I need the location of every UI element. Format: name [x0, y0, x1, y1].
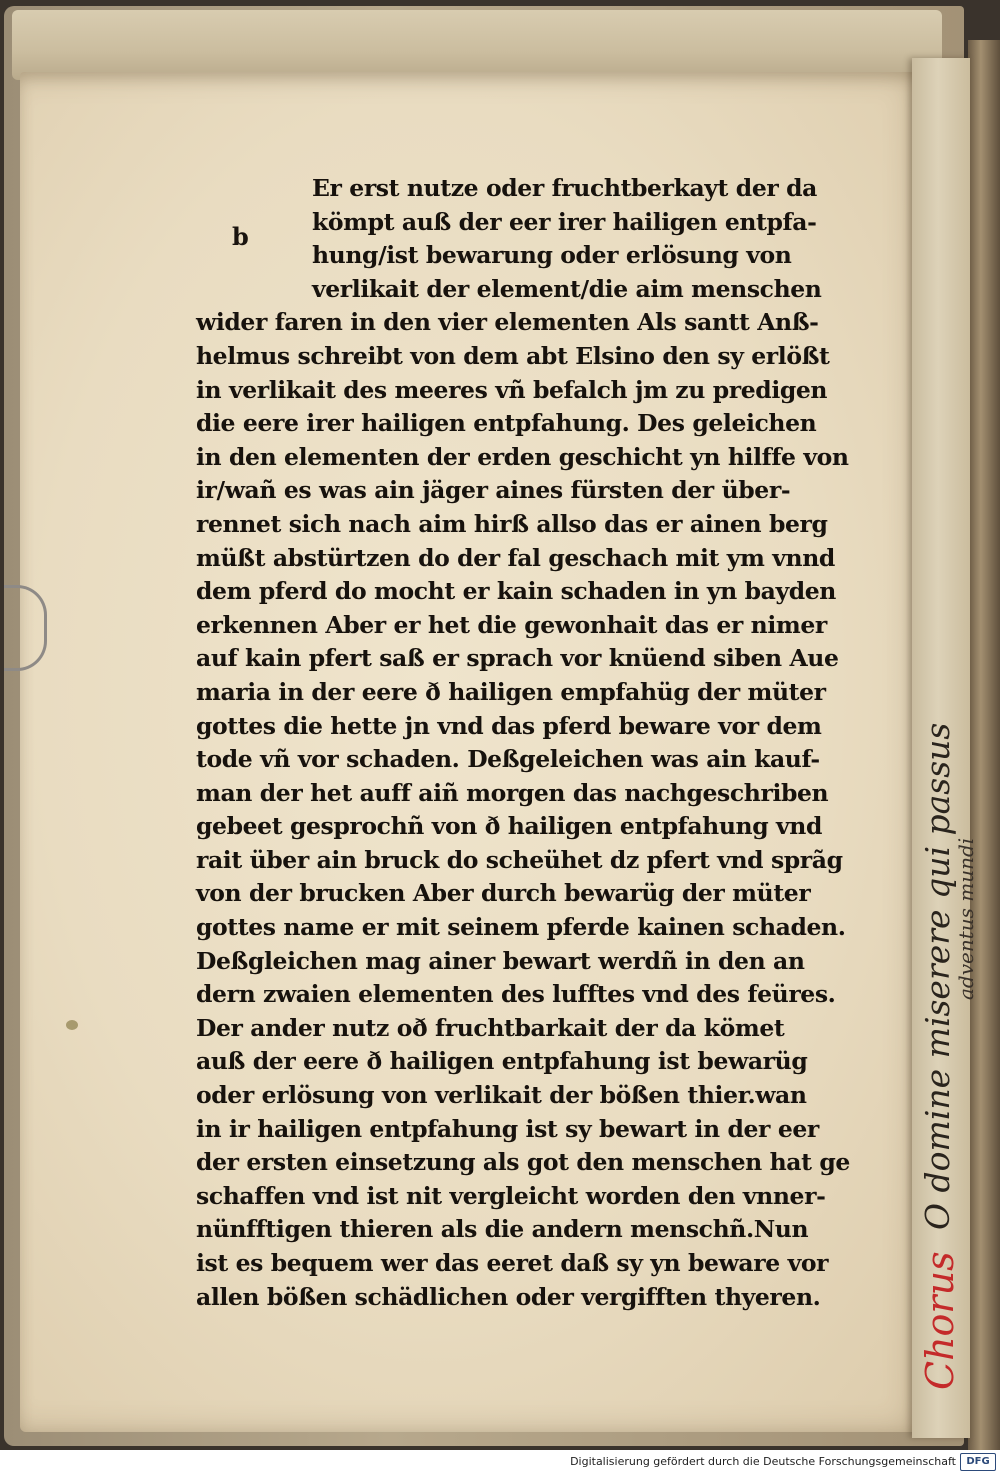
text-line: Der ander nutz oð fruchtbarkait der da kömet — [196, 1013, 785, 1042]
marginal-letter: b — [232, 222, 249, 251]
text-line: schaffen vnd ist nit vergleicht worden den vnner- — [196, 1181, 826, 1210]
binding-clip — [4, 585, 47, 671]
text-line: in den elementen der erden geschicht yn hilffe von — [196, 442, 849, 471]
text-line: erkennen Aber er het die gewonhait das er nimer — [196, 610, 827, 639]
text-line: allen bößen schädlichen oder vergifften thyeren. — [196, 1282, 821, 1311]
text-line: helmus schreibt von dem abt Elsino den sy erlößt — [196, 341, 830, 370]
text-line: die eere irer hailigen entpfahung. Des geleichen — [196, 409, 817, 438]
text-line: in verlikait des meeres vñ befalch jm zu predigen — [196, 375, 828, 404]
text-line: gottes die hette jn vnd das pferd beware vor dem — [196, 711, 822, 740]
text-line: oder erlösung von verlikait der bößen thier.wan — [196, 1081, 807, 1110]
text-line: von der brucken Aber durch bewarüg der müter — [196, 879, 811, 908]
book-spine-edge — [968, 40, 1000, 1450]
text-line: kömpt auß der eer irer hailigen entpfa- — [312, 207, 817, 236]
margin-note-red: Chorus — [918, 1251, 962, 1390]
text-line: der ersten einsetzung als got den menschen hat ge — [196, 1148, 850, 1177]
margin-note-small: adventus mundi — [954, 837, 978, 1000]
text-line: Deßgleichen mag ainer bewart werdñ in den an — [196, 946, 805, 975]
dfg-logo: DFG — [960, 1453, 996, 1471]
margin-note-black: O domine miserere qui passus — [918, 722, 957, 1230]
text-line: verlikait der element/die aim menschen — [312, 274, 822, 303]
footer-credit: Digitalisierung gefördert durch die Deutsche Forschungsgemeinschaft — [570, 1455, 956, 1468]
text-line: nünfftigen thieren als die andern menschñ.Nun — [196, 1215, 809, 1244]
text-line: dern zwaien elementen des lufftes vnd des feüres. — [196, 980, 836, 1009]
text-line: dem pferd do mocht er kain schaden in yn bayden — [196, 577, 836, 606]
text-line: wider faren in den vier elementen Als santt Anß- — [196, 308, 819, 337]
text-line: Er erst nutze oder fruchtberkayt der da — [312, 174, 817, 202]
body-text — [196, 172, 856, 1314]
text-line: in ir hailigen entpfahung ist sy bewart in der eer — [196, 1114, 819, 1143]
text-line: rennet sich nach aim hirß allso das er ainen berg — [196, 509, 828, 538]
text-line: müßt abstürtzen do der fal geschach mit ym vnnd — [196, 543, 835, 572]
text-line: auß der eere ð hailigen entpfahung ist bewarüg — [196, 1047, 808, 1076]
text-line: ir/wañ es was ain jäger aines fürsten der über- — [196, 476, 791, 505]
text-line: auf kain pfert saß er sprach vor knüend siben Aue — [196, 644, 839, 673]
text-line: tode vñ vor schaden. Deßgeleichen was ain kauf- — [196, 745, 820, 774]
text-line: gottes name er mit seinem pferde kainen schaden. — [196, 913, 846, 942]
book-top-edge — [12, 10, 942, 80]
text-line: gebeet gesprochñ von ð hailigen entpfahung vnd — [196, 812, 823, 841]
text-line: hung/ist bewarung oder erlösung von — [312, 241, 792, 270]
text-line: rait über ain bruck do scheühet dz pfert vnd sprãg — [196, 845, 843, 874]
text-line: man der het auff aiñ morgen das nachgeschriben — [196, 778, 829, 807]
paper-stain — [66, 1020, 78, 1030]
footer-bar — [0, 1450, 1000, 1474]
text-line: maria in der eere ð hailigen empfahüg der müter — [196, 677, 826, 706]
text-line: ist es bequem wer das eeret daß sy yn beware vor — [196, 1249, 829, 1277]
